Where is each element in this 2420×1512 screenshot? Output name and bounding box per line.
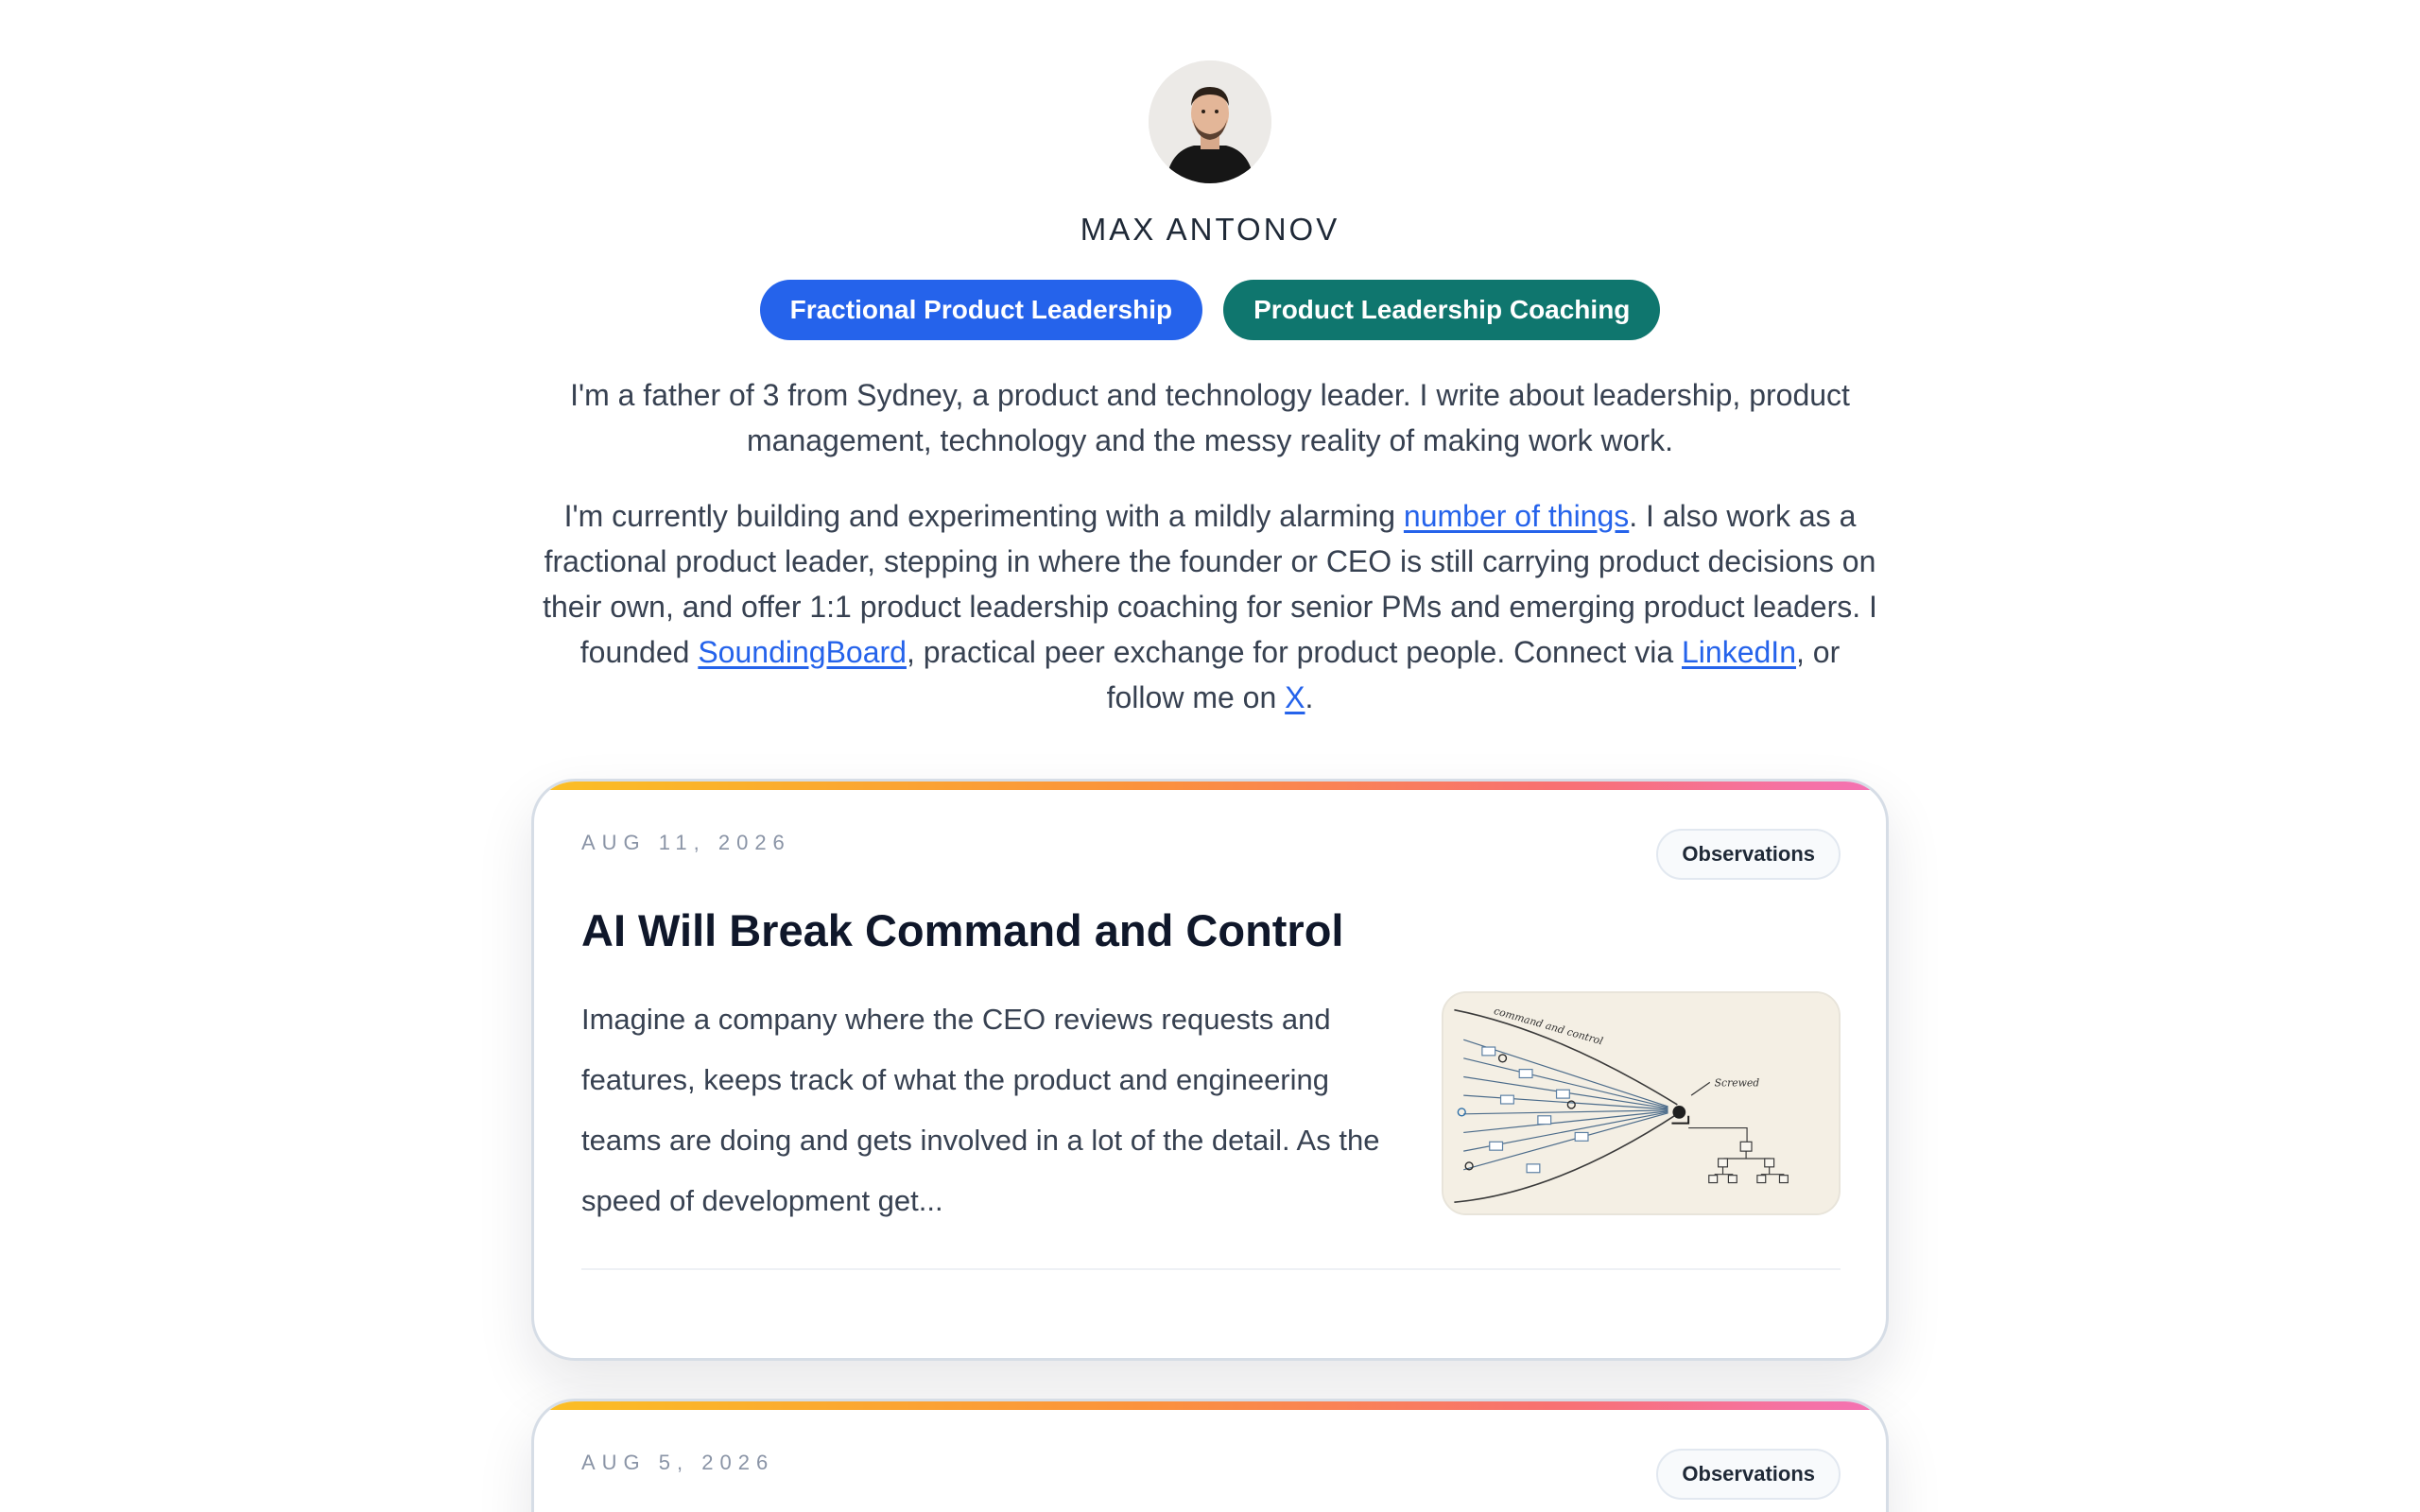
post-thumbnail[interactable] [1442,991,1841,1215]
bio-text: I'm currently building and experimenting with a mildly alarming [563,499,1404,533]
soundingboard-link[interactable]: SoundingBoard [698,635,907,669]
fractional-leadership-button[interactable]: Fractional Product Leadership [760,280,1203,340]
service-buttons [760,280,1661,340]
bio-text: , practical peer exchange for product people. Connect via [906,635,1682,669]
number-of-things-link[interactable]: number of things [1403,499,1630,533]
bio-details [539,493,1881,720]
thumbnail-label-top: command and control [1492,1005,1605,1048]
bio-text: , or follow me on [1106,635,1841,714]
command-control-illustration [1443,993,1839,1213]
post-date: AUG 11, 2026 [581,831,791,854]
x-link[interactable]: X [1285,680,1305,714]
post-title[interactable]: AI Will Break Command and Control [581,905,1344,955]
leadership-coaching-button[interactable]: Product Leadership Coaching [1223,280,1660,340]
thumbnail-label-right: Screwed [1714,1076,1760,1090]
post-category-tag[interactable]: Observations [1656,1449,1841,1500]
avatar [1149,60,1271,183]
post-card[interactable] [531,779,1889,1361]
avatar-photo [1149,60,1271,183]
card-accent-bar [534,782,1886,790]
profile-name: MAX ANTONOV [1080,212,1340,247]
card-accent-bar [534,1401,1886,1410]
post-card[interactable] [531,1399,1889,1512]
bio-text: . [1305,680,1314,714]
linkedin-link[interactable]: LinkedIn [1682,635,1796,669]
card-divider [581,1268,1841,1270]
post-category-tag[interactable]: Observations [1656,829,1841,880]
bio-intro: I'm a father of 3 from Sydney, a product and technology leader. I write about leadership, product management, technology and the messy reality of making work work. [570,378,1850,457]
post-date: AUG 5, 2026 [581,1451,775,1474]
post-excerpt: Imagine a company where the CEO reviews requests and features, keeps track of what the product and engineering teams are doing and gets involved in a lot of the detail. As the speed of development get... [581,1003,1380,1217]
bio-text: . I also work as a fractional product leader, stepping in where the founder or CEO is still carrying product decisions on their own, and offer 1:1 product leadership coaching for senior PMs and emerging product leaders. I founded [543,499,1877,669]
